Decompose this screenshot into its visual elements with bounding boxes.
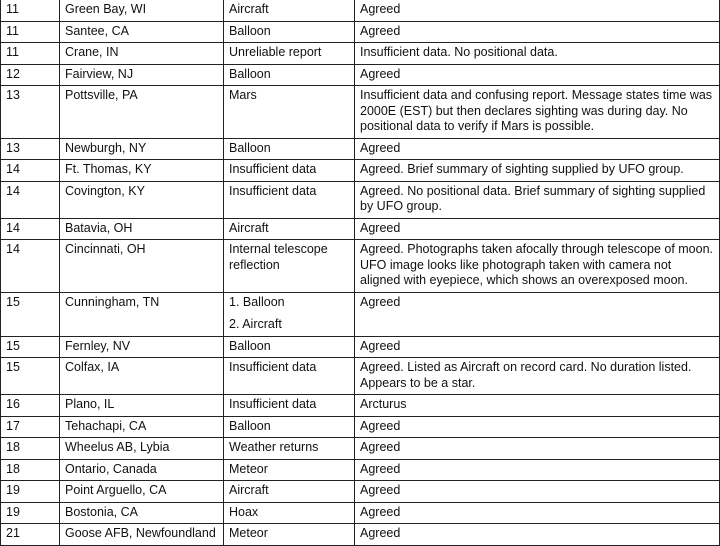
- table-row: [1, 21, 720, 43]
- cell-evaluation: [224, 43, 355, 65]
- table-row: [1, 0, 720, 21]
- cell-day: 18: [1, 438, 60, 460]
- cell-evaluation: [224, 218, 355, 240]
- cell-location: Tehachapi, CA: [60, 416, 224, 438]
- cell-location: Cunningham, TN: [60, 292, 224, 336]
- table-row: [1, 416, 720, 438]
- table-row: [1, 218, 720, 240]
- cell-comment: Agreed. No positional data. Brief summary of sighting supplied by UFO group.: [355, 181, 720, 218]
- cell-evaluation: [224, 459, 355, 481]
- cell-day: 15: [1, 336, 60, 358]
- table-row: [1, 336, 720, 358]
- evaluation-entry: Aircraft: [229, 2, 269, 16]
- cell-day: 14: [1, 218, 60, 240]
- cell-day: 13: [1, 86, 60, 139]
- evaluation-entry: Balloon: [229, 66, 271, 81]
- cell-day: 14: [1, 240, 60, 293]
- cell-location: Covington, KY: [60, 181, 224, 218]
- cell-evaluation: [224, 502, 355, 524]
- evaluation-entry: Hoax: [229, 504, 259, 519]
- table-row: [1, 86, 720, 139]
- table-row: [1, 292, 720, 336]
- evaluation-entry: Internal telescope reflection: [229, 242, 328, 272]
- cell-location: Point Arguello, CA: [60, 481, 224, 503]
- cell-evaluation: [224, 481, 355, 503]
- table-row: [1, 160, 720, 182]
- table-row: [1, 64, 720, 86]
- cell-evaluation: [224, 358, 355, 395]
- cell-evaluation: [224, 0, 355, 21]
- cell-day: 14: [1, 160, 60, 182]
- cell-location: Green Bay, WI: [60, 0, 224, 21]
- table-row: [1, 181, 720, 218]
- cell-location: Ft. Thomas, KY: [60, 160, 224, 182]
- evaluation-entry: Balloon: [229, 23, 271, 38]
- cell-day: 16: [1, 395, 60, 417]
- evaluation-entry: Insufficient data: [229, 162, 317, 176]
- cell-day: 21: [1, 524, 60, 546]
- cell-location: Cincinnati, OH: [60, 240, 224, 293]
- evaluation-entry: Balloon: [229, 338, 271, 353]
- cell-day: 14: [1, 181, 60, 218]
- evaluation-entry: 2. Aircraft: [229, 317, 282, 331]
- cell-day: 13: [1, 138, 60, 160]
- cell-comment: Agreed: [355, 438, 720, 460]
- cell-comment: Agreed: [355, 336, 720, 358]
- cell-comment: Agreed: [355, 481, 720, 503]
- cell-comment: Insufficient data. No positional data.: [355, 43, 720, 65]
- evaluation-entry: Balloon: [229, 418, 271, 433]
- cell-day: 18: [1, 459, 60, 481]
- cell-comment: Agreed: [355, 416, 720, 438]
- cell-location: Colfax, IA: [60, 358, 224, 395]
- cell-day: 11: [1, 43, 60, 65]
- table-row: [1, 502, 720, 524]
- table-row: [1, 459, 720, 481]
- cell-comment: Agreed: [355, 459, 720, 481]
- cell-location: Bostonia, CA: [60, 502, 224, 524]
- cell-location: Wheelus AB, Lybia: [60, 438, 224, 460]
- cell-location: Fairview, NJ: [60, 64, 224, 86]
- evaluation-entry: Mars: [229, 88, 257, 102]
- cell-day: 15: [1, 358, 60, 395]
- table-row: [1, 138, 720, 160]
- cell-evaluation: [224, 240, 355, 293]
- cell-comment: Agreed. Photographs taken afocally through telescope of moon. UFO image looks like photograph taken with camera not aligned with eyepiece, which shows an overexposed moon.: [355, 240, 720, 293]
- cell-day: 19: [1, 481, 60, 503]
- cell-day: 11: [1, 0, 60, 21]
- table-row: [1, 43, 720, 65]
- cell-location: Crane, IN: [60, 43, 224, 65]
- cell-comment: Agreed: [355, 292, 720, 336]
- cell-evaluation: [224, 21, 355, 43]
- cell-location: Newburgh, NY: [60, 138, 224, 160]
- cell-day: 11: [1, 21, 60, 43]
- cell-comment: Agreed. Listed as Aircraft on record card. No duration listed. Appears to be a star.: [355, 358, 720, 395]
- cell-location: Goose AFB, Newfoundland: [60, 524, 224, 546]
- cell-day: 15: [1, 292, 60, 336]
- evaluation-entry: Meteor: [229, 461, 268, 476]
- cell-evaluation: [224, 395, 355, 417]
- cell-evaluation: [224, 438, 355, 460]
- evaluation-entry: 1. Balloon: [229, 294, 285, 309]
- evaluation-entry: Unreliable report: [229, 45, 322, 59]
- cell-evaluation: [224, 138, 355, 160]
- table-row: [1, 240, 720, 293]
- evaluation-entry: Aircraft: [229, 220, 269, 235]
- evaluation-entry: Insufficient data: [229, 397, 317, 411]
- cell-comment: Arcturus: [355, 395, 720, 417]
- table-row: [1, 395, 720, 417]
- cell-evaluation: [224, 181, 355, 218]
- cell-location: Santee, CA: [60, 21, 224, 43]
- cell-comment: Agreed: [355, 64, 720, 86]
- cell-comment: Agreed: [355, 0, 720, 21]
- cell-comment: Agreed: [355, 138, 720, 160]
- cell-evaluation: [224, 86, 355, 139]
- table-row: [1, 358, 720, 395]
- cell-comment: Agreed: [355, 502, 720, 524]
- cell-evaluation: [224, 64, 355, 86]
- cell-evaluation: [224, 336, 355, 358]
- evaluation-entry: Aircraft: [229, 483, 269, 497]
- evaluation-entry: Meteor: [229, 526, 268, 540]
- cell-location: Batavia, OH: [60, 218, 224, 240]
- cell-comment: Insufficient data and confusing report. Message states time was 2000E (EST) but then declares sighting was during day. No positional data to verify if Mars is possible.: [355, 86, 720, 139]
- cell-day: 17: [1, 416, 60, 438]
- cell-evaluation: [224, 292, 355, 336]
- cell-location: Fernley, NV: [60, 336, 224, 358]
- cell-day: 19: [1, 502, 60, 524]
- cell-comment: Agreed: [355, 524, 720, 546]
- sightings-table-body: [1, 0, 720, 545]
- table-row: [1, 481, 720, 503]
- evaluation-entry: Insufficient data: [229, 183, 317, 198]
- cell-location: Ontario, Canada: [60, 459, 224, 481]
- cell-evaluation: [224, 160, 355, 182]
- cell-comment: Agreed: [355, 21, 720, 43]
- evaluation-entry: Balloon: [229, 140, 271, 155]
- cell-comment: Agreed: [355, 218, 720, 240]
- table-row: [1, 524, 720, 546]
- cell-location: Plano, IL: [60, 395, 224, 417]
- cell-day: 12: [1, 64, 60, 86]
- evaluation-entry: Insufficient data: [229, 360, 317, 374]
- table-row: [1, 438, 720, 460]
- cell-location: Pottsville, PA: [60, 86, 224, 139]
- cell-evaluation: [224, 416, 355, 438]
- evaluation-entry: Weather returns: [229, 440, 319, 454]
- cell-comment: Agreed. Brief summary of sighting supplied by UFO group.: [355, 160, 720, 182]
- cell-evaluation: [224, 524, 355, 546]
